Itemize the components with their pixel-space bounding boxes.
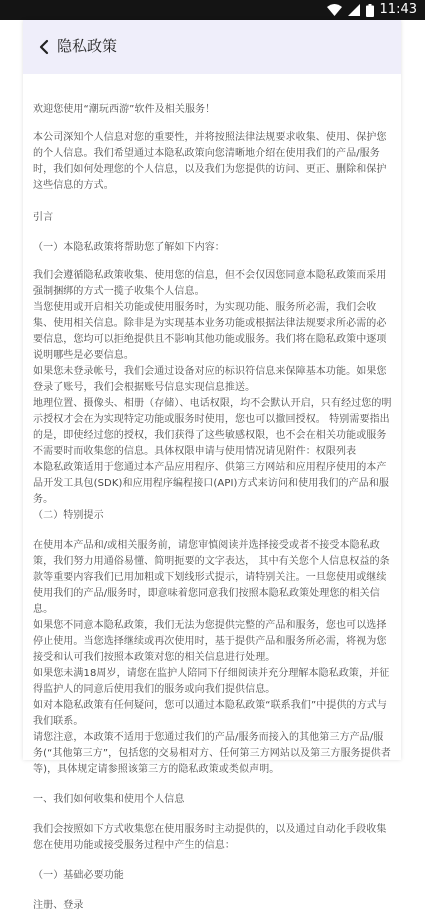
part1-heading: 一、我们如何收集和使用个人信息	[33, 794, 185, 805]
wifi-icon	[327, 4, 342, 16]
part1-text: 我们会按照如下方式收集您在使用服务时主动提供的，以及通过自动化手段收集您在使用功能或接受服务过程中产生的信息：	[33, 824, 387, 851]
intro-text: 本公司深知个人信息对您的重要性，并将按照法律法规要求收集、使用、保护您的个人信息。我们希望通过本隐私政策向您清晰地介绍在使用我们的产品/服务时，我们如何处理您的个人信息，以及我们为您提供的访问、更正、删除和保护这些信息的方式。	[33, 132, 387, 191]
section2-heading: （二）特别提示	[33, 510, 104, 521]
privacy-policy-dialog	[23, 20, 401, 911]
page-title: 隐私政策	[57, 37, 118, 55]
policy-content	[23, 102, 401, 914]
welcome-text: 欢迎您使用“潮玩西游”软件及相关服务！	[33, 104, 216, 115]
preface-heading: 引言	[33, 212, 54, 223]
status-icons	[327, 2, 417, 18]
status-time: 11:43	[379, 2, 417, 17]
battery-icon	[366, 4, 374, 17]
section2-text: 在使用本产品和/或相关服务前，请您审慎阅读并选择接受或者不接受本隐私政策，我们努力用通俗易懂、简明扼要的文字表达， 其中有关您个人信息权益的条款等重要内容我们已用加粗或下划线形式提示，请特别关注。一旦您使用或继续使用我们的产品/服务时，即意味着您同意我们按照本隐私政策处理您的相关信息。 如果您不同意本隐私政策，我们无法为您提供完整的产品和服务，您也可以选择停止使用。当您选择继续或再次使用时，基于提供产品和服务所必需，将视为您接受和认可我们按照本政策对您的相关信息进行处理。 如果您未满18周岁，请您在监护人陪同下仔细阅读并充分理解本隐私政策，并征得监护人的同意后使用我们的服务或向我们提供信息。 如对本隐私政策有任何疑问，您可以通过本隐私政策“联系我们”中提供的方式与我们联系。 请您注意，本政策不适用于您通过我们的产品/服务而接入的其他第三方产品/服务(“其他第三方”，包括您的交易相对方、任何第三方网站以及第三方服务提供者等)，具体规定请参照该第三方的隐私政策或类似声明。	[33, 540, 391, 775]
signal-icon	[348, 4, 360, 16]
back-button[interactable]	[31, 34, 57, 60]
section1-text: 我们会遵循隐私政策收集、使用您的信息，但不会仅因您同意本隐私政策而采用强制捆绑的方式一揽子收集个人信息。 当您使用或开启相关功能或使用服务时，为实现功能、服务所必需，我们会收集、使用相关信息。除非是为实现基本业务功能或根据法律法规要求所必需的必要信息，您均可以拒绝提供且不影响其他功能或服务。我们将在隐私政策中逐项说明哪些是必要信息。 如果您未登录帐号，我们会通过设备对应的标识符信息来保障基本功能。如果您登录了账号，我们会根据账号信息实现信息推送。 地理位置、摄像头、相册（存储）、电话权限，均不会默认开启，只有经过您的明示授权才会在为实现特定功能或服务时使用，您也可以撤回授权。 特别需要指出的是，即使经过您的授权，我们获得了这些敏感权限，也不会在相关功能或服务不需要时而收集您的信息。具体权限申请与使用情况请见附件：权限列表 本隐私政策适用于您通过本产品应用程序、供第三方网站和应用程序使用的本产品开发工具包(SDK)和应用程序编程接口(API)方式来访问和使用我们的产品和服务。	[33, 270, 392, 505]
status-bar	[0, 0, 425, 20]
section1-heading: （一）本隐私政策将帮助您了解如下内容：	[33, 242, 225, 253]
header	[23, 20, 401, 74]
chevron-left-icon	[37, 39, 51, 55]
part1-sub-heading: （一）基础必要功能	[33, 870, 124, 881]
part1-sub-item: 注册、登录	[33, 900, 84, 911]
